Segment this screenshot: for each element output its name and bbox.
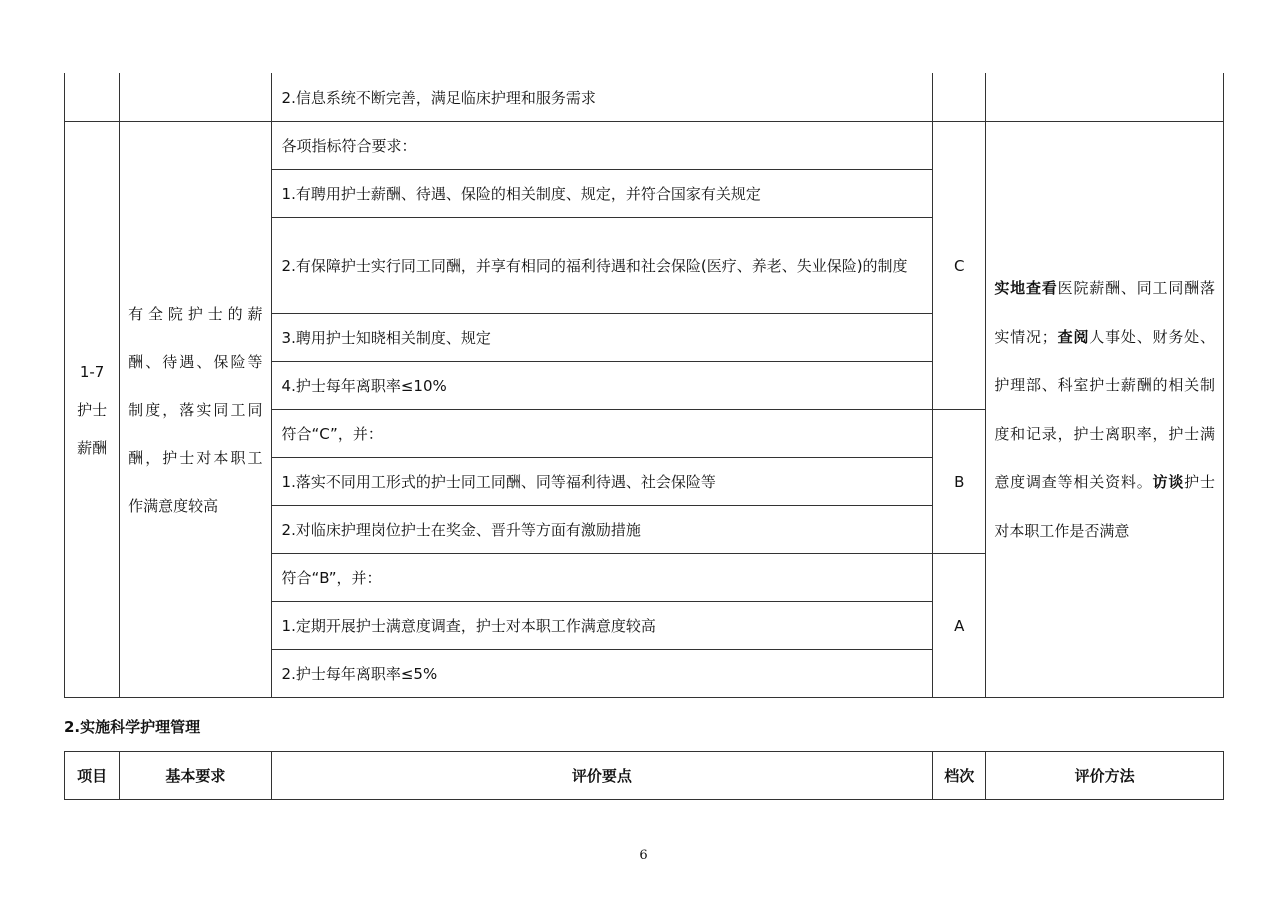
eval-point: 符合“B”，并： bbox=[271, 554, 933, 602]
evaluation-table bbox=[64, 73, 1224, 698]
header-method: 评价方法 bbox=[986, 752, 1224, 800]
item-cell bbox=[65, 122, 120, 698]
eval-point: 1.落实不同用工形式的护士同工同酬、同等福利待遇、社会保险等 bbox=[271, 458, 933, 506]
eval-point: 2.信息系统不断完善，满足临床护理和服务需求 bbox=[271, 73, 933, 122]
header-grade: 档次 bbox=[933, 752, 986, 800]
evaluation-method: 实地查看医院薪酬、同工同酬落实情况；查阅人事处、财务处、护理部、科室护士薪酬的相关制度和记录，护士离职率，护士满意度调查等相关资料。访谈护士对本职工作是否满意 bbox=[994, 279, 1215, 540]
header-eval: 评价要点 bbox=[271, 752, 933, 800]
eval-point: 2.有保障护士实行同工同酬，并享有相同的福利待遇和社会保险(医疗、养老、失业保险)的制度 bbox=[271, 218, 933, 314]
grade-c: C bbox=[933, 122, 986, 410]
eval-point: 3.聘用护士知晓相关制度、规定 bbox=[271, 314, 933, 362]
eval-point: 1.有聘用护士薪酬、待遇、保险的相关制度、规定，并符合国家有关规定 bbox=[271, 170, 933, 218]
item-id: 1-7 bbox=[79, 362, 105, 381]
page-number: 6 bbox=[639, 848, 648, 863]
eval-point: 各项指标符合要求： bbox=[271, 122, 933, 170]
item-name-line1: 护士 bbox=[77, 400, 108, 419]
header-basic: 基本要求 bbox=[120, 752, 271, 800]
grade-b: B bbox=[933, 410, 986, 554]
table-header-row bbox=[65, 752, 1224, 800]
table-row bbox=[65, 122, 1224, 170]
table-row bbox=[65, 73, 1224, 122]
grade-a: A bbox=[933, 554, 986, 698]
basic-requirement-cell bbox=[120, 122, 271, 698]
eval-point: 符合“C”，并： bbox=[271, 410, 933, 458]
basic-requirement: 有全院护士的薪酬、待遇、保险等制度，落实同工同酬，护士对本职工作满意度较高 bbox=[128, 304, 263, 515]
eval-point: 1.定期开展护士满意度调查，护士对本职工作满意度较高 bbox=[271, 602, 933, 650]
eval-point: 2.护士每年离职率≤5% bbox=[271, 650, 933, 698]
section-title: 2.实施科学护理管理 bbox=[64, 718, 201, 736]
header-table bbox=[64, 751, 1224, 800]
item-name-line2: 薪酬 bbox=[77, 438, 108, 457]
eval-point: 4.护士每年离职率≤10% bbox=[271, 362, 933, 410]
method-cell bbox=[986, 122, 1224, 698]
eval-point: 2.对临床护理岗位护士在奖金、晋升等方面有激励措施 bbox=[271, 506, 933, 554]
header-item: 项目 bbox=[65, 752, 120, 800]
